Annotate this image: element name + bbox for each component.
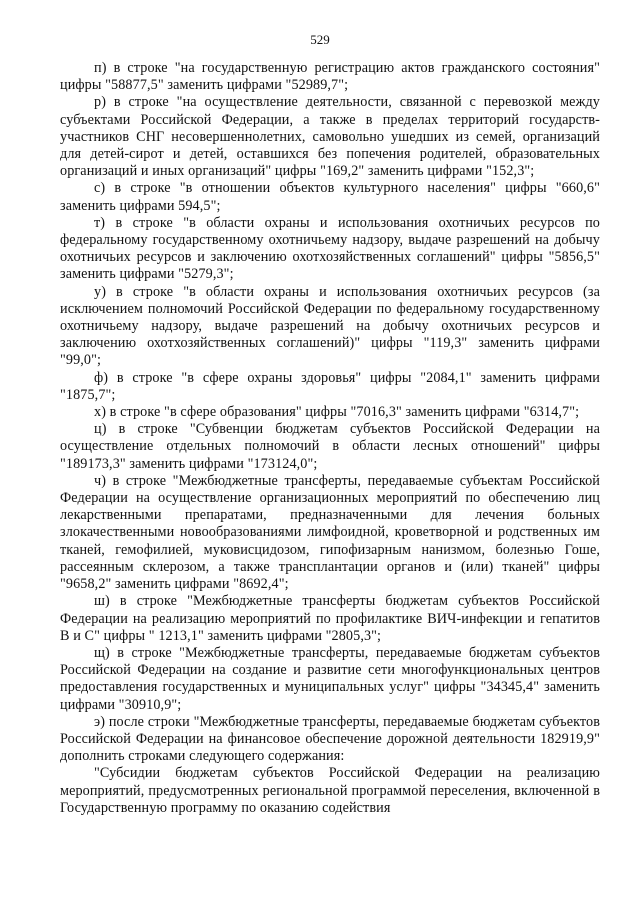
paragraph-s: с) в строке "в отношении объектов культурного населения" цифры "660,6" заменить цифрами 594,5"; bbox=[60, 180, 600, 214]
paragraph-t: т) в строке "в области охраны и использования охотничьих ресурсов по федеральному государственному охотничьему надзору, выдаче разрешений на добычу охотничьих ресурсов и заключению охотхозяйственных соглашений" цифры "5856,5" заменить цифрами "5279,3"; bbox=[60, 214, 600, 283]
document-body bbox=[60, 60, 600, 817]
paragraph-ch: ч) в строке "Межбюджетные трансферты, передаваемые субъектам Российской Федерации на осуществление организационных мероприятий по обеспечению лиц лекарственными препаратами, предназначенными для лечения больных злокачественными новообразованиями лимфоидной, кроветворной и родственных им тканей, гемофилией, муковисцидозом, гипофизарным нанизмом, болезнью Гоше, рассеянным склерозом, а также трансплантации органов и (или) тканей" цифры "9658,2" заменить цифрами "8692,4"; bbox=[60, 472, 600, 593]
paragraph-p: п) в строке "на государственную регистрацию актов гражданского состояния" цифры "58877,5" заменить цифрами "52989,7"; bbox=[60, 60, 600, 94]
paragraph-sh: ш) в строке "Межбюджетные трансферты бюджетам субъектов Российской Федерации на реализацию мероприятий по профилактике ВИЧ-инфекции и гепатитов B и C" цифры " 1213,1" заменить цифрами "2805,3"; bbox=[60, 593, 600, 644]
paragraph-u: у) в строке "в области охраны и использования охотничьих ресурсов (за исключением полномочий Российской Федерации по федеральному государственному охотничьему надзору, выдаче разрешений на добычу охотничьих ресурсов и заключению охотхозяйственных соглашений)" цифры "119,3" заменить цифрами "99,0"; bbox=[60, 283, 600, 369]
paragraph-subsidies: "Субсидии бюджетам субъектов Российской Федерации на реализацию мероприятий, предусмотренных региональной программой переселения, включенной в Государственную программу по оказанию содействия bbox=[60, 765, 600, 816]
page-number: 529 bbox=[310, 32, 330, 47]
paragraph-ts: ц) в строке "Субвенции бюджетам субъектов Российской Федерации на осуществление отдельных полномочий в области лесных отношений" цифры "189173,3" заменить цифрами "173124,0"; bbox=[60, 421, 600, 472]
paragraph-e: э) после строки "Межбюджетные трансферты, передаваемые бюджетам субъектов Российской Федерации на финансовое обеспечение дорожной деятельности 182919,9" дополнить строками следующего содержания: bbox=[60, 713, 600, 765]
paragraph-f: ф) в строке "в сфере охраны здоровья" цифры "2084,1" заменить цифрами "1875,7"; bbox=[60, 369, 600, 403]
paragraph-shch: щ) в строке "Межбюджетные трансферты, передаваемые бюджетам субъектов Российской Федерации на создание и развитие сети многофункциональных центров предоставления государственных и муниципальных услуг" цифры "34345,4" заменить цифрами "30910,9"; bbox=[60, 644, 600, 713]
paragraph-kh: х) в строке "в сфере образования" цифры "7016,3" заменить цифрами "6314,7"; bbox=[94, 404, 580, 421]
paragraph-r: р) в строке "на осуществление деятельности, связанной с перевозкой между субъектами Российской Федерации, а также в пределах территорий государств-участников СНГ несовершеннолетних, самовольно ушедших из семей, организаций для детей-сирот и детей, оставшихся без попечения родителей, образовательных организаций и иных организаций" цифры "169,2" заменить цифрами "152,3"; bbox=[60, 94, 600, 180]
